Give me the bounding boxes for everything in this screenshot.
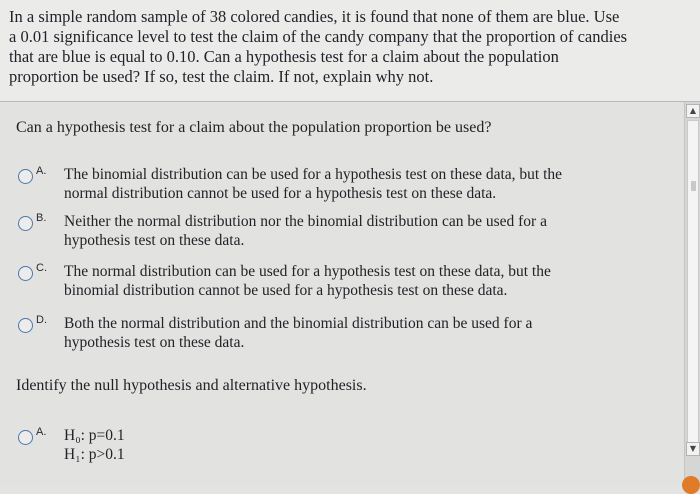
scroll-thumb[interactable]	[691, 181, 696, 191]
option-letter: A.	[36, 165, 47, 177]
radio-button[interactable]	[18, 169, 33, 184]
option-text-line: The normal distribution can be used for a hypothesis test on these data, but the	[64, 263, 551, 280]
scroll-up-icon[interactable]: ▲	[686, 104, 700, 118]
option-text-line: Neither the normal distribution nor the binomial distribution can be used for a	[64, 213, 547, 230]
problem-line-2: a 0.01 significance level to test the claim of the candy company that the proportion of candies	[9, 27, 628, 46]
alternative-hypothesis: H₁: p>0.1	[64, 446, 125, 463]
radio-button[interactable]	[18, 216, 33, 231]
scroll-track[interactable]	[687, 120, 699, 450]
option-text	[64, 426, 654, 464]
option-text-line: Both the normal distribution and the binomial distribution can be used for a	[64, 315, 533, 332]
option-text	[64, 262, 654, 300]
option-text-line: binomial distribution cannot be used for a hypothesis test on these data.	[64, 282, 508, 299]
radio-button[interactable]	[18, 266, 33, 281]
null-hypothesis: H₀: p=0.1	[64, 427, 125, 444]
problem-line-4: proportion be used? If so, test the claim. If not, explain why not.	[9, 67, 434, 86]
option-letter: C.	[36, 262, 47, 274]
option-text	[64, 314, 654, 352]
scroll-down-icon[interactable]: ▼	[686, 442, 700, 456]
answer-area	[0, 102, 684, 487]
help-icon[interactable]	[682, 476, 700, 494]
question-title: Can a hypothesis test for a claim about the population proportion be used?	[16, 119, 492, 136]
problem-line-1: In a simple random sample of 38 colored candies, it is found that none of them are blue. Use	[9, 7, 620, 26]
option-text-line: hypothesis test on these data.	[64, 334, 245, 351]
option-text-line: normal distribution cannot be used for a hypothesis test on these data.	[64, 185, 497, 202]
problem-statement	[0, 0, 700, 102]
question-title-hypotheses: Identify the null hypothesis and alternative hypothesis.	[16, 377, 367, 394]
option-letter: A.	[36, 426, 47, 438]
problem-text	[9, 7, 699, 87]
problem-line-3: that are blue is equal to 0.10. Can a hypothesis test for a claim about the population	[9, 47, 559, 66]
option-text	[64, 165, 654, 203]
option-text	[64, 212, 654, 250]
vertical-scrollbar[interactable]	[684, 102, 700, 487]
option-text-line: hypothesis test on these data.	[64, 232, 245, 249]
radio-button[interactable]	[18, 430, 33, 445]
option-letter: D.	[36, 314, 47, 326]
option-text-line: The binomial distribution can be used for a hypothesis test on these data, but the	[64, 166, 563, 183]
option-letter: B.	[36, 212, 47, 224]
radio-button[interactable]	[18, 318, 33, 333]
